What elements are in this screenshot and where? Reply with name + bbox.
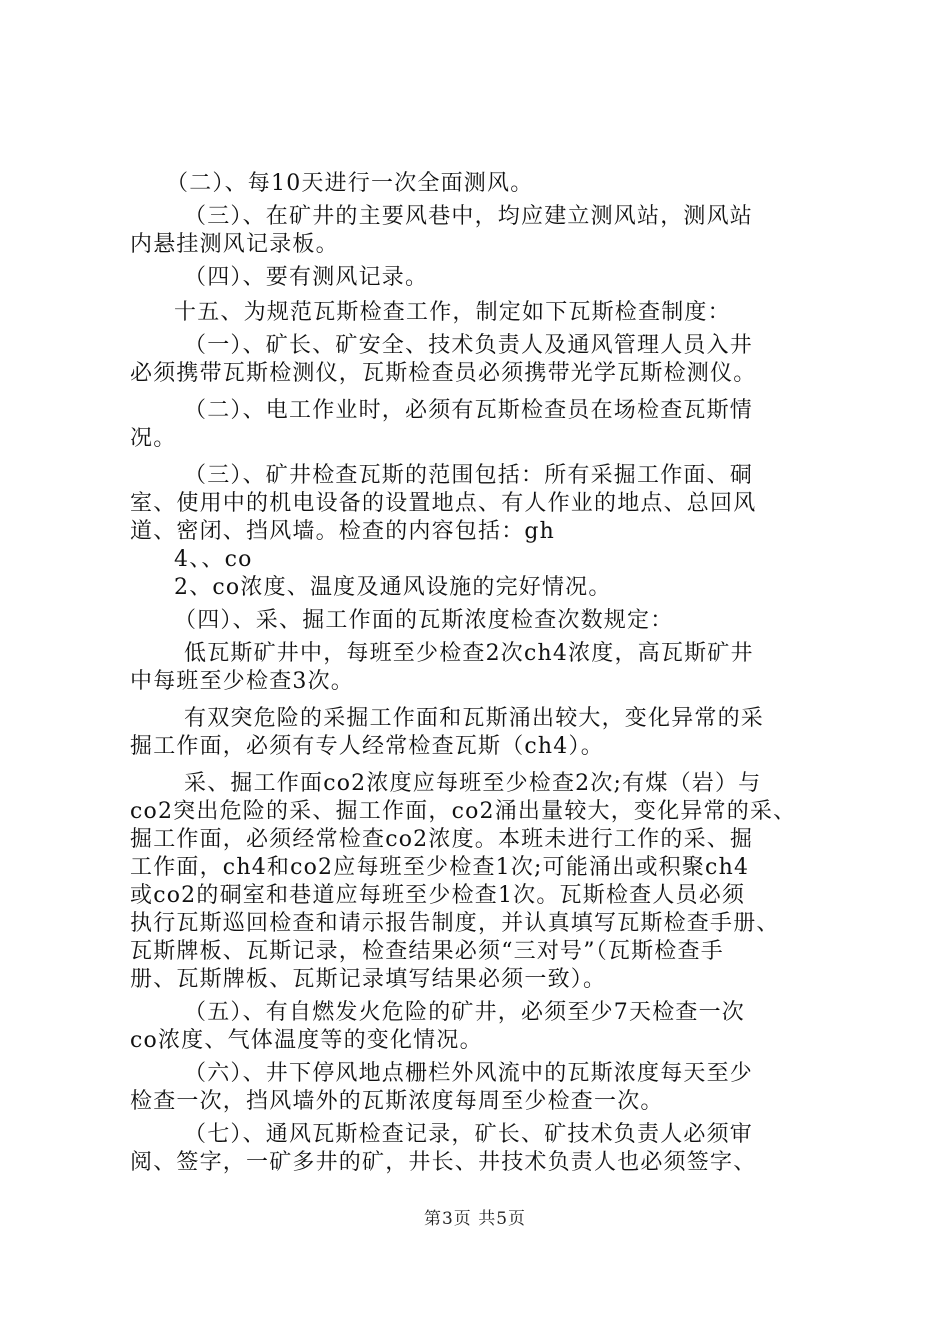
text-line: 掘工作面，必须经常检查co2浓度。本班未进行工作的采、掘	[130, 827, 754, 852]
text-line: 执行瓦斯巡回检查和请示报告制度，并认真填写瓦斯检查手册、	[130, 911, 780, 936]
text-line: （一）、矿长、矿安全、技术负责人及通风管理人员入井	[184, 333, 754, 358]
text-line: （二）、电工作业时，必须有瓦斯检查员在场检查瓦斯情	[184, 398, 754, 423]
text-line: 内悬挂测风记录板。	[130, 232, 339, 257]
text-line: 有双突危险的采掘工作面和瓦斯涌出较大，变化异常的采	[184, 706, 765, 731]
text-line: （七）、通风瓦斯检查记录，矿长、矿技术负责人必须审	[184, 1122, 754, 1147]
document-body	[130, 170, 830, 1177]
text-line: 中每班至少检查3次。	[130, 669, 354, 694]
text-line: 必须携带瓦斯检测仪，瓦斯检查员必须携带光学瓦斯检测仪。	[130, 361, 757, 386]
text-line: （五）、有自燃发火危险的矿井，必须至少7天检查一次	[184, 1000, 745, 1025]
text-line: 采、掘工作面co2浓度应每班至少检查2次;有煤（岩）与	[184, 771, 762, 796]
text-line: 工作面，ch4和co2应每班至少检查1次;可能涌出或积聚ch4	[130, 855, 750, 880]
text-line: 瓦斯牌板、瓦斯记录，检查结果必须“三对号”（瓦斯检查手	[130, 939, 724, 964]
text-line: 4、、co	[174, 547, 253, 572]
text-line: 道、密闭、挡风墙。检查的内容包括：gh	[130, 519, 556, 544]
text-line: 2、co浓度、温度及通风设施的完好情况。	[174, 575, 612, 600]
text-line: （三）、矿井检查瓦斯的范围包括：所有采掘工作面、硐	[184, 463, 754, 488]
text-line: （二）、每10天进行一次全面测风。	[166, 171, 534, 196]
text-line: co2突出危险的采、掘工作面，co2涌出量较大，变化异常的采、	[130, 799, 797, 824]
text-line: co浓度、气体温度等的变化情况。	[130, 1028, 483, 1053]
text-line: （三）、在矿井的主要风巷中，均应建立测风站，测风站	[184, 204, 754, 229]
text-line: 检查一次，挡风墙外的瓦斯浓度每周至少检查一次。	[130, 1089, 664, 1114]
text-line: （四）、要有测风记录。	[184, 265, 429, 290]
text-line: 阅、签字，一矿多井的矿，井长、井技术负责人也必须签字、	[130, 1150, 757, 1175]
text-line: 或co2的硐室和巷道应每班至少检查1次。瓦斯检查人员必须	[130, 883, 746, 908]
text-line: （六）、井下停风地点栅栏外风流中的瓦斯浓度每天至少	[184, 1061, 754, 1086]
text-line: 况。	[130, 426, 177, 451]
text-line: （四）、采、掘工作面的瓦斯浓度检查次数规定：	[174, 608, 674, 633]
text-line: 十五、为规范瓦斯检查工作，制定如下瓦斯检查制度：	[174, 300, 731, 325]
text-line: 低瓦斯矿井中，每班至少检查2次ch4浓度，高瓦斯矿井	[184, 641, 754, 666]
text-line: 册、瓦斯牌板、瓦斯记录填写结果必须一致）。	[130, 967, 607, 992]
text-line: 掘工作面，必须有专人经常检查瓦斯（ch4）。	[130, 734, 604, 759]
text-line: 室、使用中的机电设备的设置地点、有人作业的地点、总回风	[130, 491, 757, 516]
page-number: 第3页 共5页	[423, 1209, 527, 1229]
